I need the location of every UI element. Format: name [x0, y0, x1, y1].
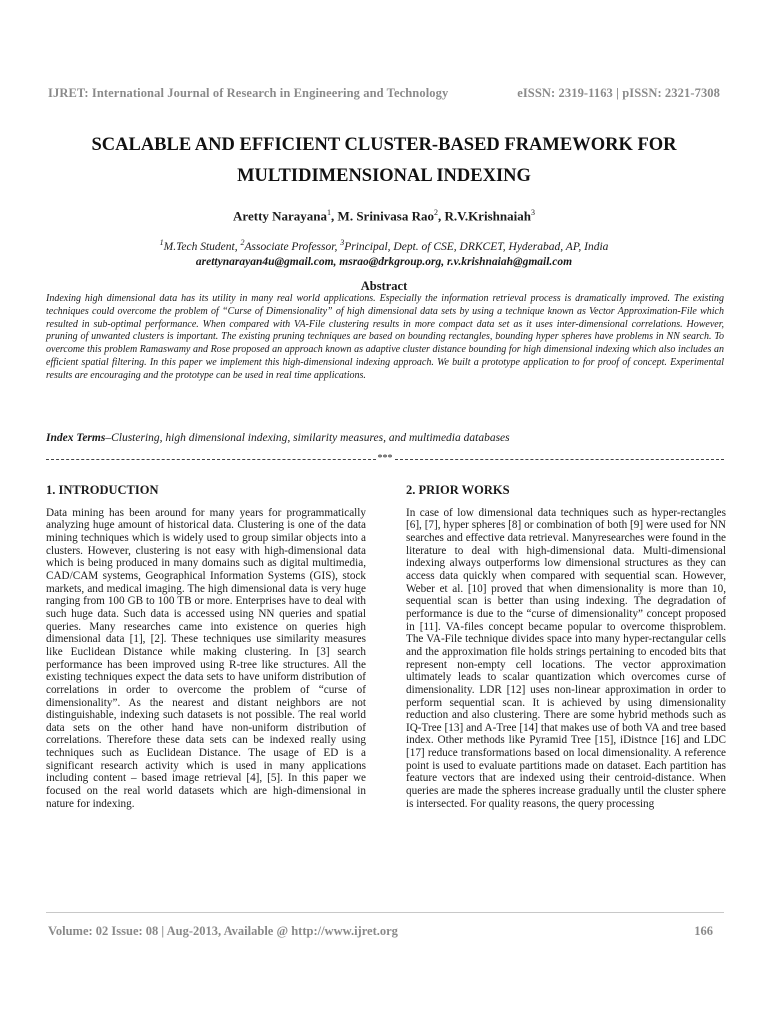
affil-mark-2: 2 [240, 238, 245, 247]
affil-mark-3: 3 [340, 238, 345, 247]
footer-volume: Volume: 02 Issue: 08 | Aug-2013, Available @ http://www.ijret.org [48, 924, 398, 938]
author-3-mark: 3 [530, 208, 535, 217]
title-line-1: SCALABLE AND EFFICIENT CLUSTER-BASED FRAMEWORK FOR [91, 135, 677, 155]
page-footer [48, 924, 713, 939]
prior-works-heading: 2. PRIOR WORKS [406, 483, 510, 497]
affil-role-3: Principal, Dept. of CSE, DRKCET, Hyderabad, AP, India [344, 240, 609, 253]
footer-rule [46, 912, 724, 913]
index-terms-text: –Clustering, high dimensional indexing, similarity measures, and multimedia databases [105, 432, 510, 444]
separator-stars: *** [377, 453, 393, 464]
page-number: 166 [694, 924, 713, 938]
abstract-text: Indexing high dimensional data has its utility in many real world applications. Especially the information retrieval process is dramatically improved. The existing techniques could overcome the problem of “Curse of Dimensionality” of high dimensional data sets by using a technique known as Vector Approximation-File which resulted in sub-optimal performance. When compared with VA-File clustering results in more compact data set as it uses inter-dimensional correlations. However, pruning of unwanted clusters is important. The existing pruning techniques are based on bounding rectangles, bounding hyper spheres have problems in NN search. To overcome this problem Ramaswamy and Rose proposed an approach known as adaptive cluster distance bounding for high dimensional indexing which also includes an efficient spatial filtering. In this paper we implement this high-dimensional indexing approach. We built a prototype application to for proof of concept. Experimental results are encouraging and the prototype can be used in real time applications. [46, 293, 724, 381]
affiliation-line [40, 235, 728, 255]
affil-role-2: Associate Professor, [244, 240, 341, 253]
author-3: R.V.Krishnaiah [444, 208, 531, 224]
prior-works-text: In case of low dimensional data techniques such as hyper-rectangles [6], [7], hyper spheres [8] or combination of both [9] were used for NN searches and effective data retrieval. Manyresearches were found in the literature to deal with high-dimensional data. Multi-dimensional indexing always outperforms low dimensional structures as they can access data quickly when compared with sequential scan. However, Weber et al. [10] proved that when dimensionality is more than 10, sequential scan is better than using indexing. The degradation of performance is due to the “curse of dimensionality” concept proposed in [11]. VA-files concept became popular to overcome thisproblem. The VA-File technique divides space into many hyper-rectangular cells and the approximation file holds strings pertaining to encoded bits that represent non-empty cell locations. The vector approximation ultimately leads to scalar quantization which overcomes curse of dimensionality. LDR [12] uses non-linear approximation in order to perform sequential scan. It is achieved by using dimensionality reduction and also clustering. There are some hybrid methods such as IQ-Tree [13] and A-Tree [14] that makes use of both VA and tree based index. Other methods like Pyramid Tree [15], iDistnce [16] and LDC [17] reduce transformations based on local dimensionality. A reference point is used to evaluate partitions made on dataset. Each partition has feature vectors that are indexed using their centroid-distance. When queries are made the spheres increase gradually until the cluster sphere is intersected. For quality reasons, the query processing [406, 506, 726, 810]
author-2-mark: 2 [433, 208, 438, 217]
affiliation-block [40, 235, 728, 270]
paper-title [40, 130, 728, 192]
section-separator [46, 452, 724, 466]
index-terms-label: Index Terms [46, 432, 106, 444]
column-right [406, 484, 726, 810]
title-line-2: MULTIDIMENSIONAL INDEXING [237, 166, 531, 186]
journal-name: IJRET: International Journal of Research in Engineering and Technology [48, 86, 449, 100]
journal-header [48, 86, 720, 101]
author-2: M. Srinivasa Rao [337, 208, 434, 224]
author-list: Aretty Narayana$^1$, M. Srinivasa Rao$^2$, R.V.Krishnaiah$^3$ [233, 208, 535, 224]
journal-issn: eISSN: 2319-1163 | pISSN: 2321-7308 [517, 86, 720, 100]
separator-dash-right [395, 459, 725, 460]
author-1-mark: 1 [327, 208, 332, 217]
author-emails: arettynarayan4u@gmail.com, msrao@drkgroup.org, r.v.krishnaiah@gmail.com [195, 255, 573, 268]
index-terms [46, 432, 724, 444]
column-left [46, 484, 366, 810]
author-1: Aretty Narayana [233, 208, 328, 224]
introduction-text: Data mining has been around for many years for programmatically analyzing huge amount of historical data. Clustering is one of the data mining techniques which is widely used to group similar objects into a clusters. However, clustering is not easy with high-dimensional data which is being produced in many domains such as digital multimedia, CAD/CAM systems, Geographical Information Systems (GIS), stock markets, and medical imaging. The high dimensional data is very huge ranging from 100 GB to 100 TB or more. Enterprises have to deal with such huge data. Such data is accessed using NN queries and spatial queries. Many researches came into existence on queries high dimensional data [1], [2]. These techniques use similarity measures like Euclidean Distance while making clustering. In [3] search performance has been improved using R-tree like structures. All the existing techniques expect the data sets to have uniform distribution of correlations in order to overcome the problem of “curse of dimensionality”. As the nearest and distant neighbors are not distinguishable, indexing such datasets is not possible. The real world data sets on the other hand have non-uniform distribution of correlations. Therefore these data sets can be indexed really using techniques such as Euclidean Distance. The usage of ED is a significant research activity which is used in many applications including content – based image retrieval [4], [5]. In this paper we focused on the real world datasets which are high-dimensional in nature for indexing. [46, 506, 366, 810]
affil-role-1: M.Tech Student, [163, 240, 241, 253]
introduction-heading: 1. INTRODUCTION [46, 483, 159, 497]
separator-dash-left [46, 459, 376, 460]
affil-mark-1: 1 [159, 238, 164, 247]
abstract-heading: Abstract [360, 279, 408, 293]
